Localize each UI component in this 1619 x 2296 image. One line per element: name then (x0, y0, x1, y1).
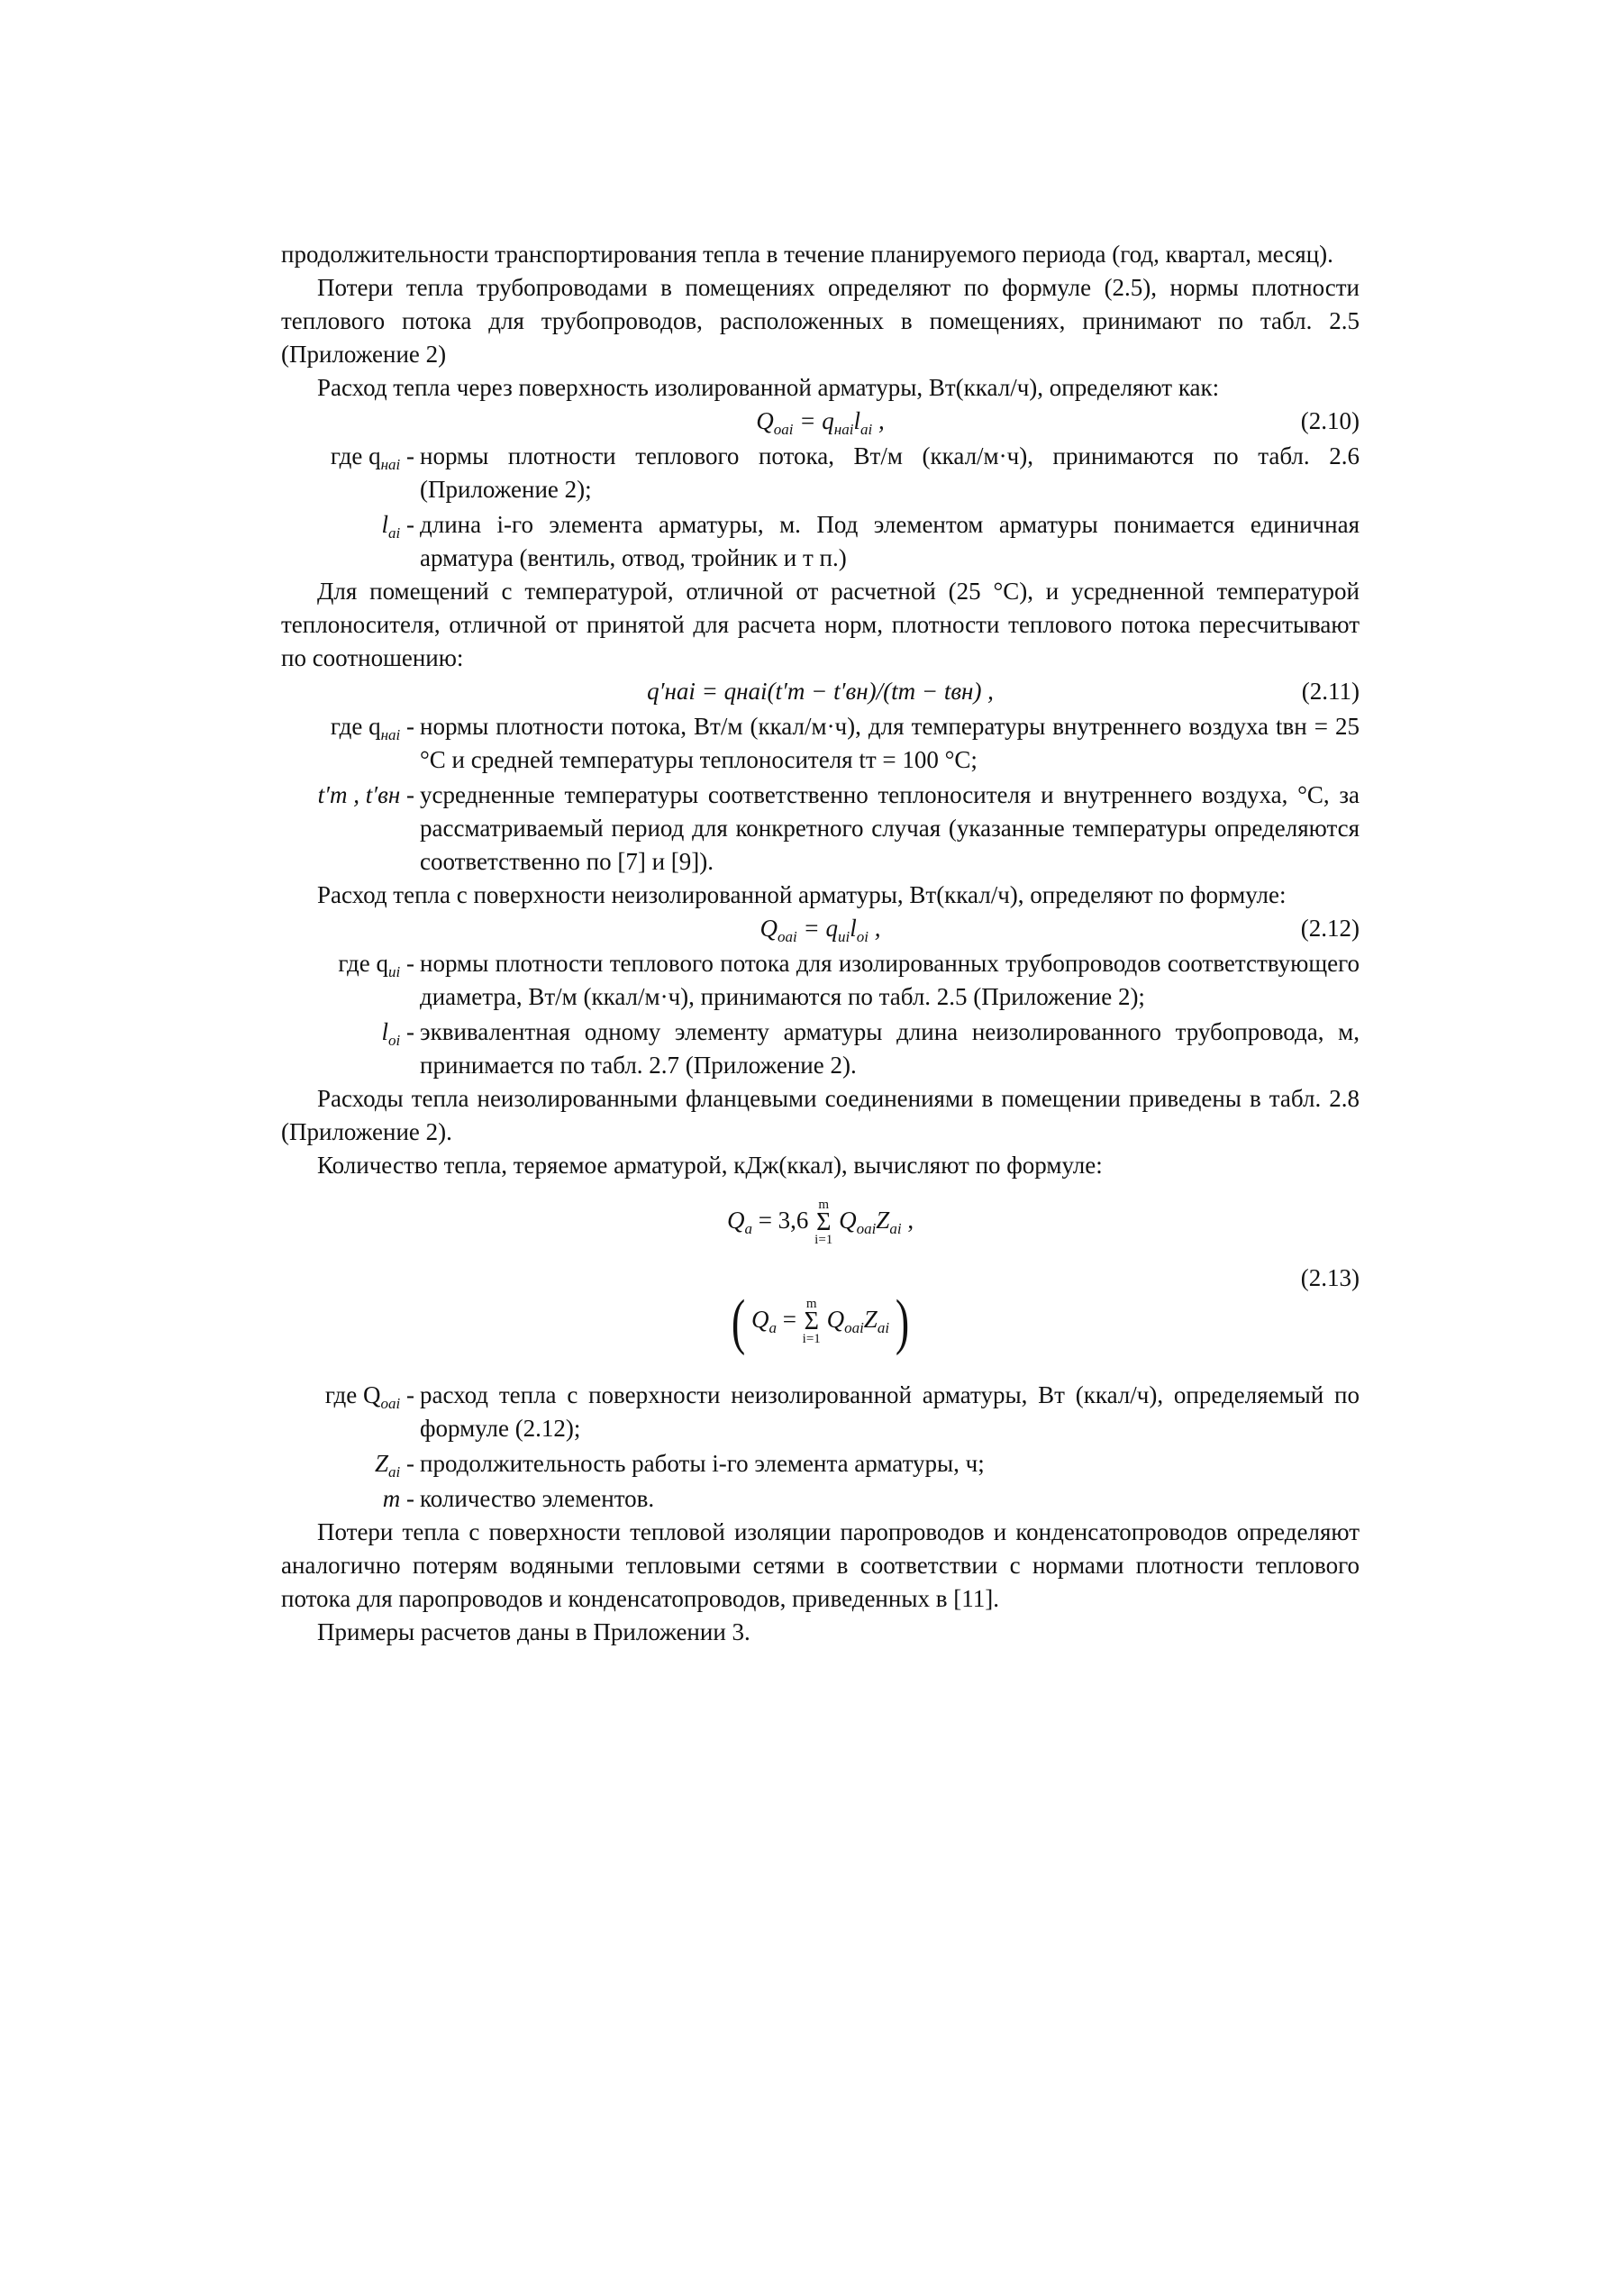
paragraph-flanges: Расходы тепла неизолированными фланцевыми соединениями в помещении приведены в табл. 2.8 (Приложение 2). (281, 1085, 1360, 1145)
formula-2-10: $Q_{оаi} = q_{наi}l_{ai}$ , (2.10) (281, 405, 1360, 438)
formula-number: (2.10) (1300, 407, 1360, 434)
definition-temperatures: t′т , t′вн - усредненные температуры соответственно теплоносителя и внутреннего воздуха, °С, за рассматриваемый период для конкретного случая (указанные температуры определяются соответственно по [7] и [9]). (317, 781, 1360, 875)
definition-z-ai: $Z_{ai}$ - продолжительность работы i-го элемента арматуры, ч; (374, 1450, 985, 1481)
paragraph-recalc: Для помещений с температурой, отличной от расчетной (25 °С), и усредненной температурой теплоносителя, отличной от принятой для расчета норм, плотности теплового потока пересчитывают по соотношению: (281, 578, 1360, 671)
paragraph-continued: продолжительности транспортирования тепла в течение планируемого периода (год, квартал, месяц). (281, 241, 1333, 268)
formula-number: (2.13) (1300, 1264, 1360, 1291)
formula-2-11: q′наi = qнаi(t′т − t′вн)/(tт − tвн) , (2.11) (281, 675, 1360, 708)
paragraph-examples: Примеры расчетов даны в Приложении 3. (317, 1618, 750, 1645)
definition-q-oai: где $Q_{оаi}$ - расход тепла с поверхности неизолированной арматуры, Вт (ккал/ч), определяемый по формуле (2.12); (324, 1381, 1360, 1442)
formula-number: (2.11) (1301, 678, 1360, 705)
definition-l-ai: $l_{ai}$ - длина i-го элемента арматуры, м. Под элементом арматуры понимается единичная арматура (вентиль, отвод, тройник и т п.) (381, 511, 1360, 571)
definition-m: m - количество элементов. (382, 1485, 655, 1512)
sum-symbol: m Σ i=1 (814, 1198, 833, 1247)
definition-l-oi: $l_{oi}$ - эквивалентная одному элементу арматуры длина неизолированного трубопровода, м, принимается по табл. 2.7 (Приложение 2). (381, 1018, 1360, 1079)
paragraph-heat-quantity: Количество тепла, теряемое арматурой, кДж(ккал), вычисляют по формуле: (317, 1152, 1103, 1179)
document-text (281, 238, 1360, 1649)
paragraph-pipeline-losses: Потери тепла трубопроводами в помещениях определяют по формуле (2.5), нормы плотности теплового потока для трубопроводов, расположенных в помещениях, принимают по табл. 2.5 (Приложение 2) (281, 274, 1360, 368)
formula-2-13: $Q_а = 3,6$ m Σ i=1 $Q_{оаi}Z_{ai}$ , ( $Q_а = m$ Σ i=1 $Q_{оаi}Z_{аi}$ ) (2.13) (726, 1198, 1360, 1356)
formula-2-12: $Q_{оаi} = q_{иi}l_{oi}$ , (2.12) (281, 912, 1360, 945)
paragraph-valve-heat: Расход тепла через поверхность изолированной арматуры, Вт(ккал/ч), определяют как: (317, 374, 1220, 401)
paragraph-steam-lines: Потери тепла с поверхности тепловой изоляции паропроводов и конденсатопроводов определяют аналогично потерям водяными тепловыми сетями в соответствии с нормами плотности теплового потока для паропроводов и конденсатопроводов, приведенных в [11]. (281, 1518, 1360, 1612)
paragraph-uninsulated: Расход тепла с поверхности неизолированной арматуры, Вт(ккал/ч), определяют по формуле: (317, 881, 1287, 908)
formula-number: (2.12) (1300, 915, 1360, 942)
sum-symbol: m Σ i=1 (802, 1297, 821, 1346)
definition-q-ni: где $q_{иi}$ - нормы плотности теплового потока для изолированных трубопроводов соответствующего диаметра, Вт/м (ккал/м·ч), принимаются по табл. 2.5 (Приложение 2); (338, 950, 1360, 1010)
definition-q-nai: где $q_{наi}$ - нормы плотности теплового потока, Вт/м (ккал/м·ч), принимаются по табл. 2.6 (Приложение 2); (330, 442, 1360, 503)
definition-q-nai-2: где $q_{наi}$ - нормы плотности потока, Вт/м (ккал/м·ч), для температуры внутреннего воздуха tвн = 25 °С и средней температуры теплоносителя tт = 100 °С; (330, 713, 1360, 773)
